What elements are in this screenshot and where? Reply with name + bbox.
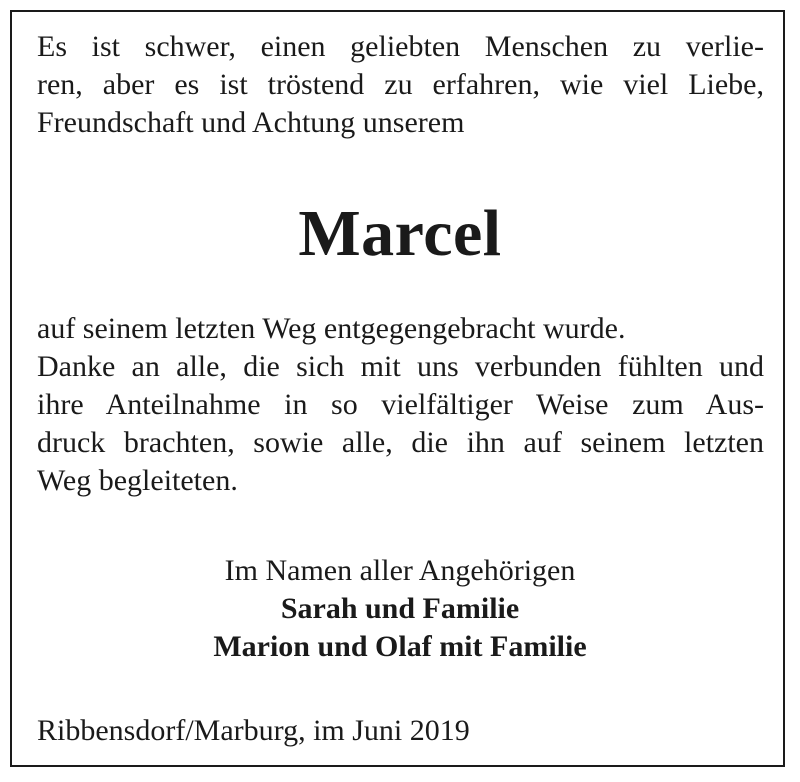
thanks-line: druck brachten, sowie alle, die ihn auf seinem letzten (37, 426, 764, 459)
thanks-line: Danke an alle, die sich mit uns verbunden fühlten und (37, 350, 764, 383)
place-date: Ribbensdorf/Marburg, im Juni 2019 (37, 714, 470, 747)
thanks-paragraph (37, 310, 764, 500)
intro-paragraph (37, 28, 764, 142)
intro-line: Es ist schwer, einen geliebten Menschen zu verlie- (37, 30, 764, 63)
deceased-name: Marcel (298, 197, 502, 270)
intro-line: ren, aber es ist tröstend zu erfahren, wie viel Liebe, (37, 68, 764, 101)
signature-family-1: Sarah und Familie (280, 592, 520, 625)
thanks-line: ihre Anteilnahme in so vielfältiger Weise zum Aus- (37, 388, 764, 421)
signature-family-2: Marion und Olaf mit Familie (213, 630, 587, 663)
intro-line: Freundschaft und Achtung unserem (37, 106, 465, 139)
signature-intro: Im Namen aller Angehörigen (224, 554, 576, 587)
thanks-line: Weg begleiteten. (37, 464, 238, 497)
thanks-line: auf seinem letzten Weg entgegengebracht wurde. (37, 312, 626, 345)
signature-block (0, 552, 800, 666)
